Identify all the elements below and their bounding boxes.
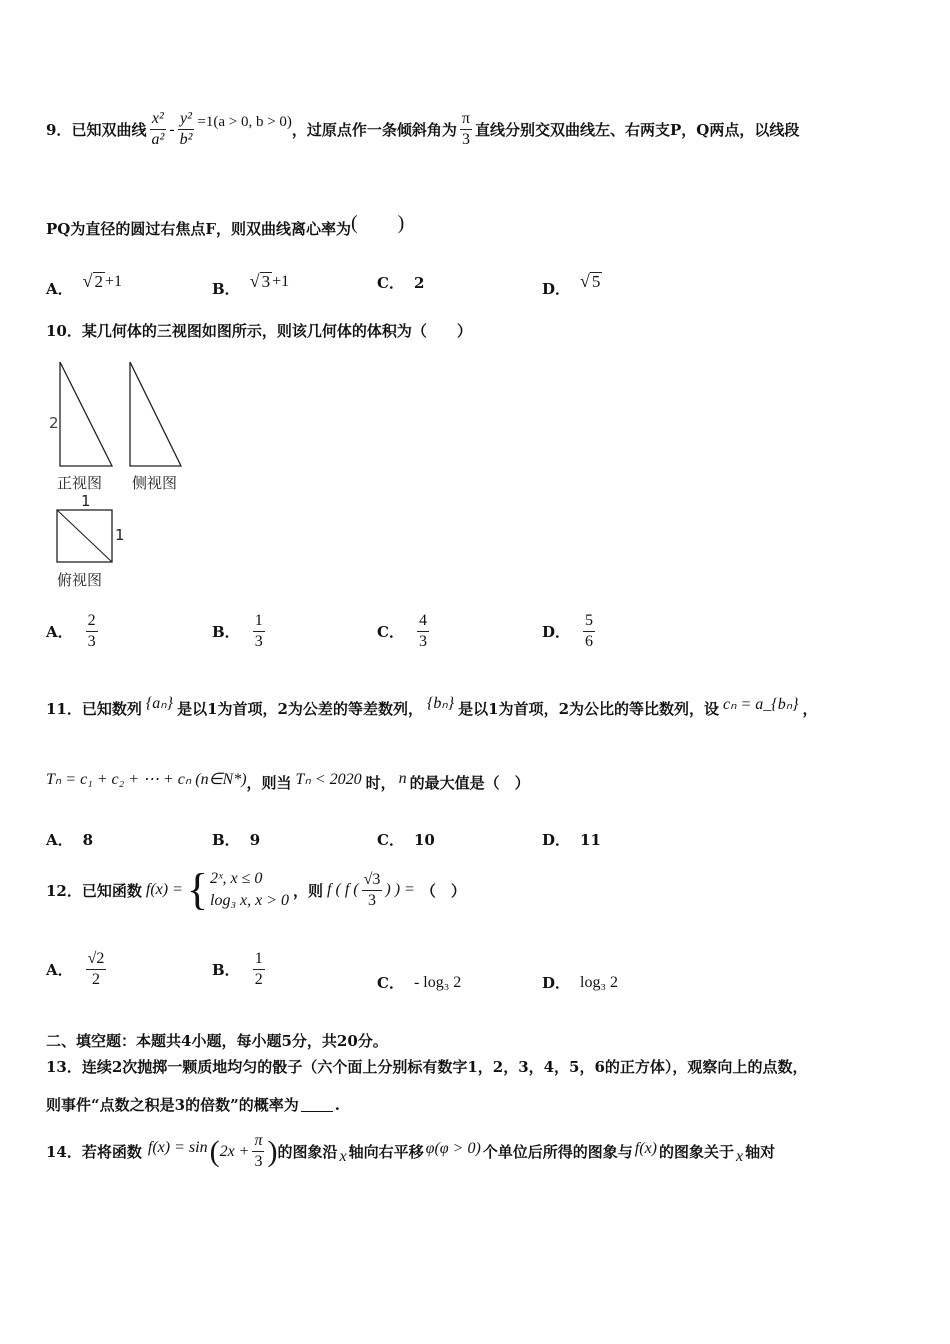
q12-expr-post: ) ) = (385, 881, 415, 898)
q11-option-b: B． 9 (212, 830, 261, 849)
q9-option-a: A． √ 2 +1 (46, 271, 123, 298)
side-view-triangle (130, 362, 181, 466)
front-height-label: 2 (49, 414, 59, 432)
q12-fx: f(x) = (145, 881, 183, 898)
tn-condition: Tₙ < 2020 (295, 770, 362, 788)
q12-option-d: D． log₃ 2 (542, 973, 619, 992)
q11-option-a: A． 8 (46, 830, 94, 849)
q13-line1: 13．连续2次抛掷一颗质地均匀的骰子（六个面上分别标有数字1，2，3，4，5，6的正方体），观察向上的点数， (46, 1058, 808, 1076)
q9-minus: - (169, 120, 175, 138)
q10-option-a: A． $\frac{2}{3}$ (46, 612, 96, 650)
q9-answer-paren: ( ) (351, 212, 405, 234)
q12-case1: 2ˣ, x ≤ 0 (210, 870, 263, 887)
q9-line2-text: PQ为直径的圆过右焦点F，则双曲线离心率为 (46, 220, 351, 238)
q9-middle: ，过原点作一条倾斜角为 (291, 121, 457, 139)
q9-option-b: B． √ 3 +1 (212, 271, 290, 298)
q12-option-a: A． $\frac{√2}{2}$ (46, 950, 105, 988)
q13-line2: 则事件“点数之积是3的倍数”的概率为 . (46, 1095, 340, 1114)
top-width-label: 1 (81, 492, 91, 510)
q12-expr-pre: f ( f ( (327, 881, 359, 898)
q9-frac-x: $\frac{\text{x²}}{\text{a²}}$ (151, 110, 165, 148)
q10-option-b: B． $\frac{1}{3}$ (212, 612, 263, 650)
three-view-figure (46, 356, 206, 596)
section-2-heading: 二、填空题：本题共4小题，每小题5分，共20分。 (46, 1032, 388, 1050)
q12-case2: log₃ x, x > 0 (210, 892, 290, 909)
q12-piecewise: { 2ˣ, x ≤ 0 log₃ x, x > 0 (186, 865, 290, 914)
q12-expr-frac: $\frac{√3}{3}$ (363, 870, 381, 909)
q11-option-c: C． 10 (377, 830, 435, 849)
q13-answer-blank[interactable] (301, 1097, 333, 1112)
top-view-label: 俯视图 (57, 571, 103, 589)
front-view-label: 正视图 (57, 474, 103, 492)
q9-equation-tail: =1(a > 0, b > 0) (197, 114, 292, 130)
q14-phi: φ(φ > 0) (425, 1139, 481, 1157)
q11-line1: 11． 已知数列 {aₙ} 是以1为首项，2为公差的等差数列， {bₙ} 是以1为首项，2为公比的等比数列，设 cₙ = a_{bₙ} ， (46, 694, 818, 718)
q9-frac-y: $\frac{\text{y²}}{\text{b²}}$ (179, 110, 193, 148)
q10-option-c: C． $\frac{4}{3}$ (377, 612, 427, 650)
top-view-diagonal (57, 510, 112, 562)
tn-def: Tₙ = c₁ + c₂ + ⋯ + cₙ (n∈N*) (46, 770, 247, 788)
seq-a: {aₙ} (145, 694, 174, 712)
q12-option-b: B． $\frac{1}{2}$ (212, 950, 263, 988)
q9-tail: 直线分别交双曲线左、右两支P，Q两点，以线段 (475, 121, 800, 139)
q10-text: 10．某几何体的三视图如图所示，则该几何体的体积为（ ） (46, 322, 472, 340)
q9-line2 (46, 202, 404, 239)
q11-option-d: D． 11 (542, 830, 601, 849)
cn-def: cₙ = a_{bₙ} (723, 695, 799, 713)
q14-fx: f(x) = sin (147, 1138, 208, 1156)
side-view-label: 侧视图 (132, 474, 178, 492)
q12-option-c: C． - log₃ 2 (377, 973, 462, 992)
q9-number: 9． (46, 121, 72, 139)
q12-line: 12． 已知函数 f(x) = { 2ˣ, x ≤ 0 log₃ x, x > 0 ，则 f ( f ( $\frac{√3}{3}$ ) ) = （ ） (46, 865, 466, 914)
q9-intro: 已知双曲线 (71, 121, 147, 139)
q9-option-d: D． √ 5 (542, 271, 601, 298)
q9-option-c: C． 2 (377, 273, 425, 292)
q9-line1 (46, 110, 799, 149)
q9-angle: $\frac{\pi}{3}$ (461, 110, 470, 148)
front-view-triangle (60, 362, 112, 466)
q10-option-d: D． $\frac{5}{6}$ (542, 612, 594, 650)
top-height-label: 1 (115, 526, 125, 544)
seq-b: {bₙ} (426, 694, 455, 712)
q14-line: 14． 若将函数 f(x) = sin ( 2x + $\frac{\pi}{3}$ ) 的图象沿 x 轴向右平移 φ(φ > 0) 个单位后所得的图象与 f(x) 的图象关于 x 轴对 (46, 1132, 776, 1170)
q14-arg-frac: $\frac{\pi}{3}$ (254, 1132, 263, 1170)
q11-line2: Tₙ = c₁ + c₂ + ⋯ + cₙ (n∈N*) ，则当 Tₙ < 2020 时， n 的最大值是（ ） (46, 769, 530, 792)
q14-arg: 2x + (219, 1142, 250, 1160)
